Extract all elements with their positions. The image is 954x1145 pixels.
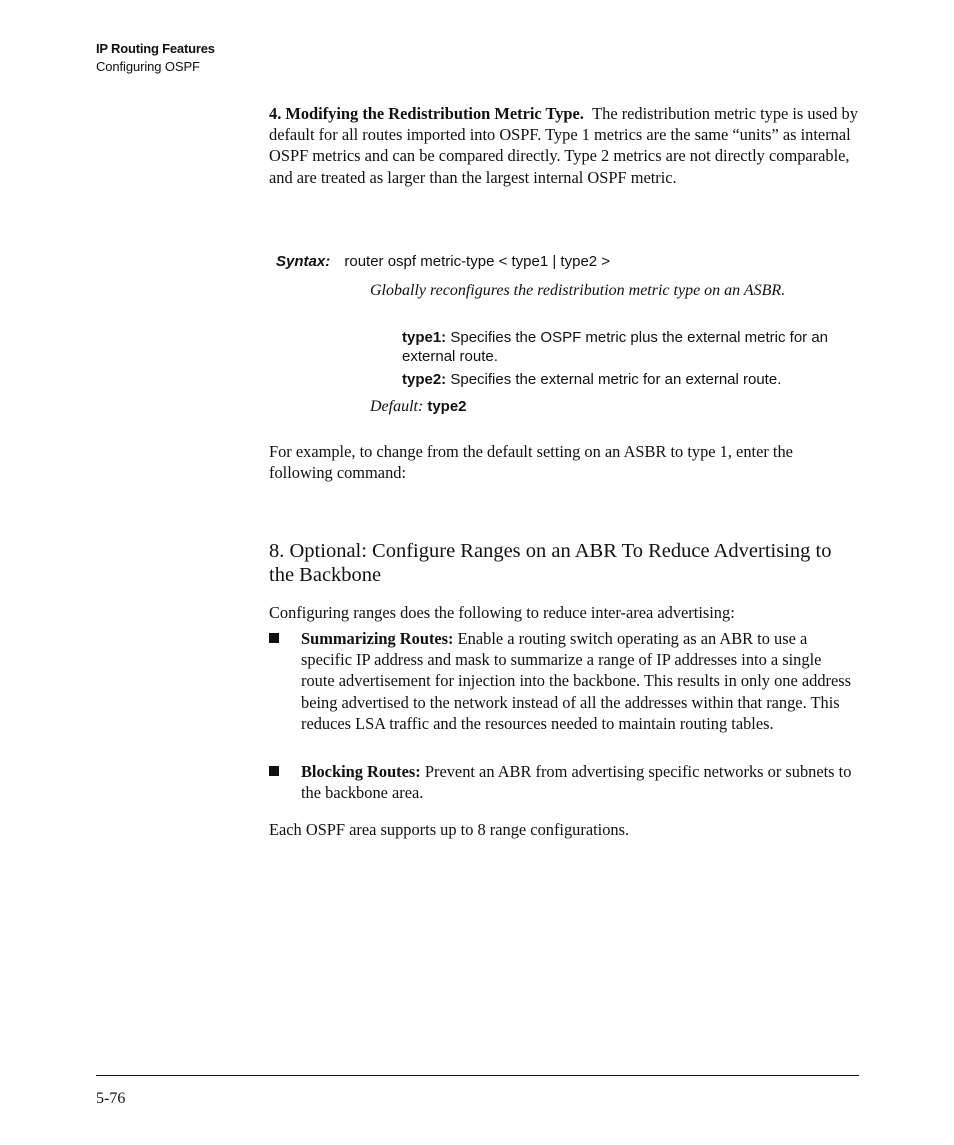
syntax-command: router ospf metric-type < type1 | type2 >: [344, 253, 611, 270]
default-label: Default:: [370, 398, 424, 415]
section-8-heading: 8. Optional: Configure Ranges on an ABR To Reduce Advertising to the Backbone: [269, 540, 832, 586]
param-type2-name: type2:: [402, 371, 447, 388]
default-value: type2: [427, 398, 467, 415]
running-header-title: IP Routing Features: [96, 41, 215, 56]
running-header-subtitle: Configuring OSPF: [96, 59, 200, 74]
bullet-square-icon: [269, 766, 279, 776]
syntax-label: Syntax:: [276, 253, 331, 270]
step-4-heading: 4. Modifying the Redistribution Metric Type.: [269, 104, 584, 123]
bullet-description: Prevent an ABR from advertising specific networks or subnets to the backbone area.: [301, 762, 852, 803]
syntax-description: Globally reconfigures the redistribution metric type on an ASBR.: [370, 282, 786, 299]
bullet-text: [301, 628, 859, 734]
page-number: 5-76: [96, 1090, 126, 1107]
param-type2-text: Specifies the external metric for an external route.: [450, 371, 782, 388]
syntax-line: [276, 253, 610, 270]
footer-divider: [96, 1075, 859, 1076]
step-4-text: The redistribution metric type is used by default for all routes imported into OSPF. Type 1 metrics are the same “units” as internal OSPF metrics and can be compared directly. Type 2 metrics are not directly comparable, and are treated as larger than the largest internal OSPF metric.: [269, 104, 858, 187]
param-type1: [402, 328, 857, 366]
default-line: [370, 398, 467, 416]
bullet-term: Blocking Routes:: [301, 762, 421, 781]
step-4-paragraph: [269, 103, 859, 188]
bullet-term: Summarizing Routes:: [301, 629, 454, 648]
param-type1-name: type1:: [402, 329, 447, 346]
bullet-description: Enable a routing switch operating as an ABR to use a specific IP address and mask to summarize a range of IP addresses into a single route advertisement for injection into the backbone. This results in only one address being advertised to the network instead of all the addresses within that range. This reduces LSA traffic and the resources needed to maintain routing tables.: [301, 629, 852, 733]
param-type1-text: Specifies the OSPF metric plus the external metric for an external route.: [402, 329, 829, 365]
param-type2: [402, 370, 857, 389]
bullet-square-icon: [269, 633, 279, 643]
area-limit-paragraph: Each OSPF area supports up to 8 range configurations.: [269, 820, 630, 839]
example-paragraph: For example, to change from the default setting on an ASBR to type 1, enter the following command:: [269, 442, 793, 483]
bullet-text: [301, 761, 859, 803]
ranges-intro-paragraph: Configuring ranges does the following to reduce inter-area advertising:: [269, 603, 735, 622]
